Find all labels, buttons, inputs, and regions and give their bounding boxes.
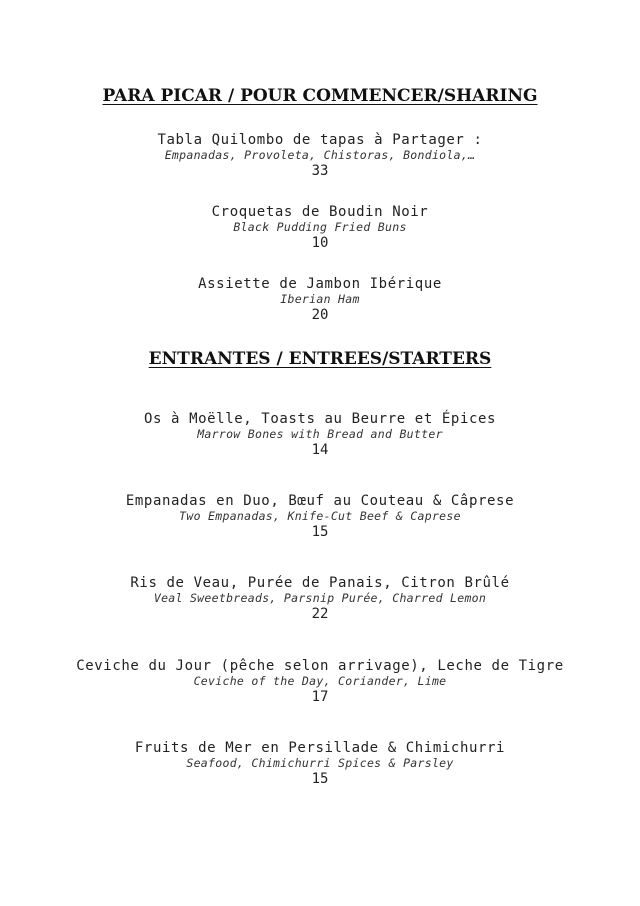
- item-description: Seafood, Chimichurri Spices & Parsley: [186, 756, 454, 770]
- item-description: Empanadas, Provoleta, Chistoras, Bondiola,…: [164, 148, 476, 162]
- item-price: 15: [311, 771, 329, 787]
- section-title-text: ENTRANTES / ENTREES/STARTERS: [148, 349, 492, 369]
- item-price: 33: [311, 163, 329, 179]
- item-name: Empanadas en Duo, Bœuf au Couteau & Câprese: [125, 493, 515, 509]
- item-description: Marrow Bones with Bread and Butter: [197, 427, 443, 441]
- item-name: Ris de Veau, Purée de Panais, Citron Brûlé: [130, 575, 510, 591]
- section-title-sharing: [0, 86, 640, 106]
- menu-item: [0, 132, 640, 180]
- item-description: Iberian Ham: [280, 292, 360, 306]
- item-name: Croquetas de Boudin Noir: [211, 204, 429, 220]
- item-name: Ceviche du Jour (pêche selon arrivage), Leche de Tigre: [76, 658, 564, 674]
- section-title-starters: [0, 349, 640, 369]
- item-name: Tabla Quilombo de tapas à Partager :: [157, 132, 483, 148]
- item-price: 14: [311, 442, 329, 458]
- item-name: Os à Moëlle, Toasts au Beurre et Épices: [143, 411, 497, 427]
- item-description: Veal Sweetbreads, Parsnip Purée, Charred Lemon: [153, 591, 487, 605]
- menu-item: [0, 658, 640, 706]
- item-name: Fruits de Mer en Persillade & Chimichurri: [134, 740, 506, 756]
- menu-item: [0, 740, 640, 788]
- section-title-text: PARA PICAR / POUR COMMENCER/SHARING: [102, 86, 538, 106]
- item-price: 10: [311, 235, 329, 251]
- menu-item: [0, 575, 640, 623]
- item-description: Black Pudding Fried Buns: [233, 220, 407, 234]
- menu-item: [0, 204, 640, 252]
- item-price: 15: [311, 524, 329, 540]
- item-name: Assiette de Jambon Ibérique: [198, 276, 442, 292]
- item-price: 17: [311, 689, 329, 705]
- item-price: 22: [311, 606, 329, 622]
- menu-item: [0, 493, 640, 541]
- item-description: Ceviche of the Day, Coriander, Lime: [193, 674, 447, 688]
- menu-item: [0, 411, 640, 459]
- item-price: 20: [311, 307, 329, 323]
- menu-item: [0, 276, 640, 324]
- item-description: Two Empanadas, Knife-Cut Beef & Caprese: [179, 509, 461, 523]
